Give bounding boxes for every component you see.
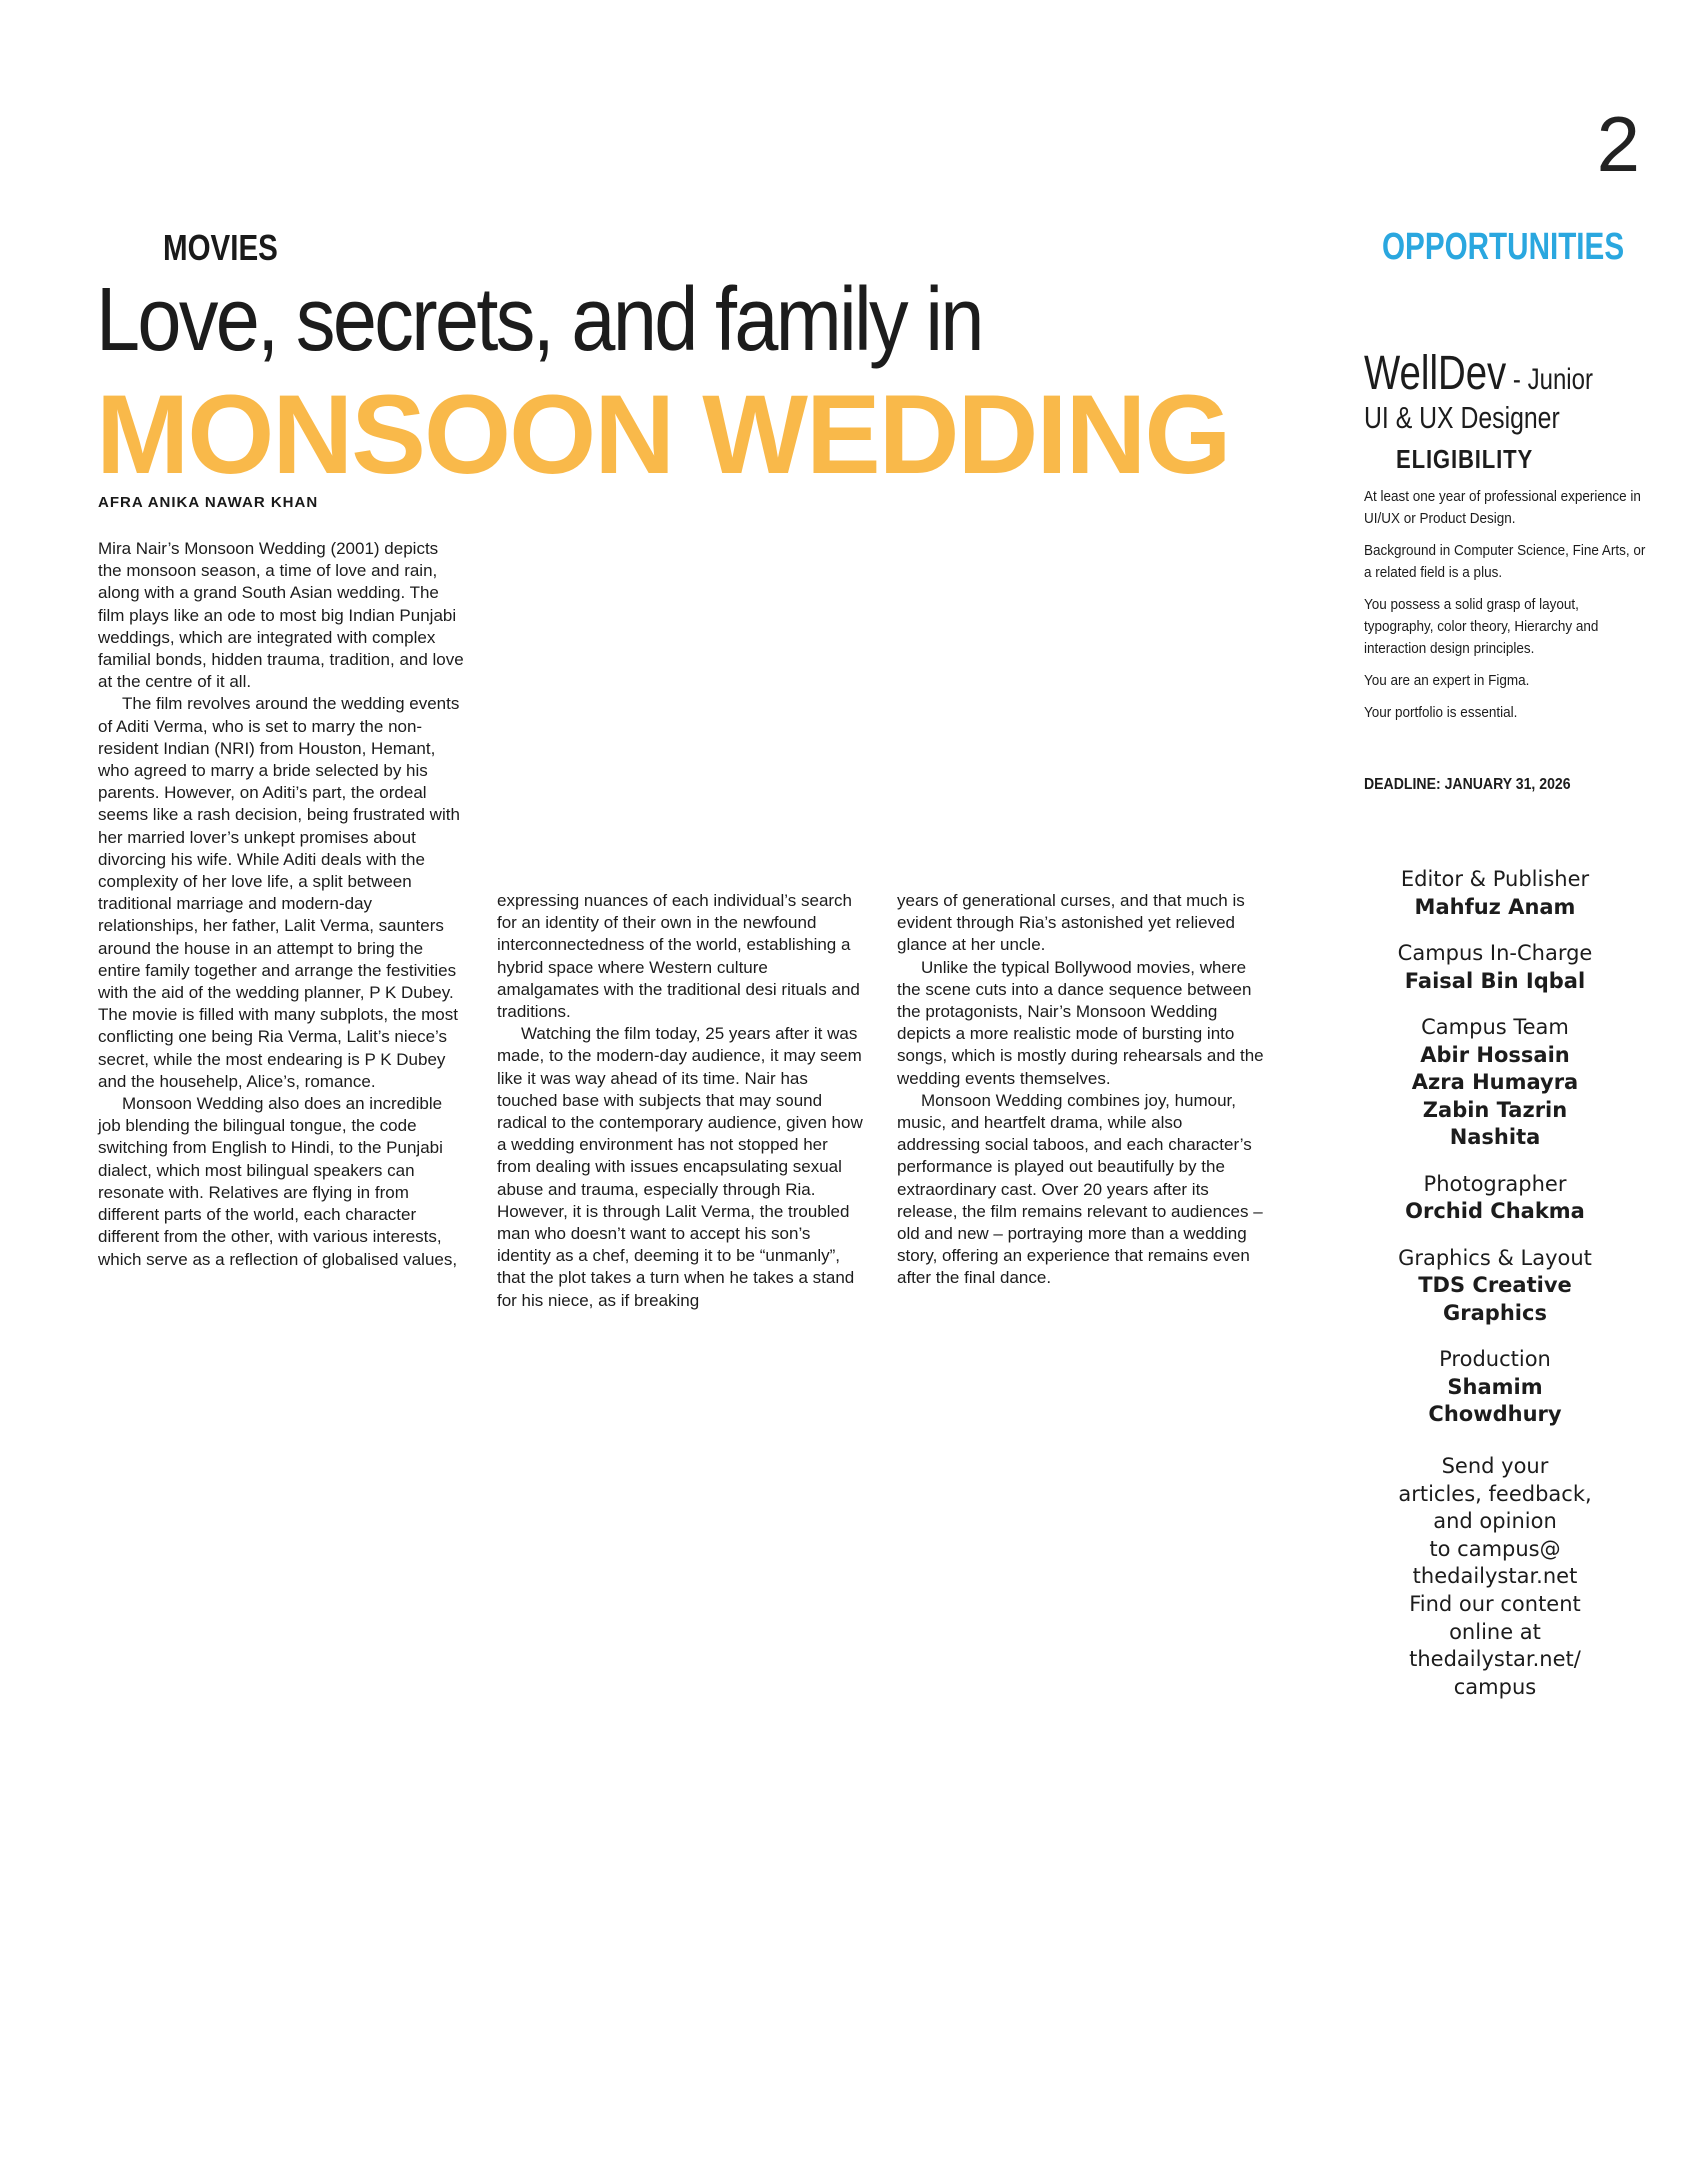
byline: AFRA ANIKA NAWAR KHAN: [98, 494, 319, 511]
eligibility-list: [1364, 486, 1654, 734]
article-paragraph: Monsoon Wedding also does an incredible job blending the bilingual tongue, the code switching from English to Hindi, to the Punjabi dialect, which most bilingual speakers can resonate with. Relatives are flying in from different parts of the world, each character different from the other, with various interests, which serve as a reflection of globalised values,: [98, 1094, 458, 1269]
page-number: 2: [1596, 100, 1640, 188]
masthead-role: Graphics & Layout: [1398, 1245, 1592, 1270]
masthead-group: [1380, 1014, 1610, 1152]
masthead-role: Campus Team: [1421, 1015, 1569, 1039]
eligibility-item: Your portfolio is essential.: [1364, 704, 1518, 721]
article-paragraph: The film revolves around the wedding events of Aditi Verma, who is set to marry the non-resident Indian (NRI) from Houston, Hemant, who agreed to marry a bride selected by his parents. However, on Aditi’s part, the ordeal seems like a rash decision, being frustrated with her married lover’s unkept promises about divorcing his wife. While Aditi deals with the complexity of her love life, a split between traditional marriage and modern-day relationships, her father, Lalit Verma, saunters around the house in an attempt to bring the entire family together and arrange the festivities with the aid of the wedding planner, P K Dubey. The movie is filled with many subplots, the most conflicting one being Ria Verma, Lalit’s niece’s secret, while the most endearing is P K Dubey and the househelp, Alice’s, romance.: [98, 694, 460, 1091]
masthead-name: Graphics: [1443, 1300, 1547, 1325]
contact-line: and opinion: [1433, 1509, 1557, 1534]
contact-line: thedailystar.net/: [1409, 1647, 1581, 1672]
masthead-role: Photographer: [1423, 1171, 1567, 1196]
masthead-role: Campus In-Charge: [1397, 941, 1593, 965]
masthead: [1380, 866, 1610, 1448]
company-name: WellDev: [1364, 347, 1507, 400]
contact-line: campus: [1453, 1674, 1537, 1699]
masthead-name: Faisal Bin Iqbal: [1404, 968, 1586, 993]
job-title: UI & UX Designer: [1364, 400, 1560, 435]
company-suffix: - Junior: [1506, 363, 1593, 396]
masthead-group: [1380, 1346, 1610, 1429]
article-paragraph: Watching the film today, 25 years after it was made, to the modern-day audience, it may seem like it was way ahead of its time. Nair has touched base with subjects that may sound radical to the contemporary audience, given how a wedding environment has not stopped her from dealing with issues encapsulating sexual abuse and trauma, especially through Ria. However, it is through Lalit Verma, the troubled man who doesn’t want to accept his son’s identity as a chef, deeming it to be “unmanly”, that the plot takes a turn when he takes a stand for his niece, as if breaking: [497, 1024, 863, 1310]
masthead-name: Azra Humayra: [1411, 1070, 1579, 1094]
masthead-name: Abir Hossain: [1420, 1042, 1570, 1067]
contact-info: [1380, 1453, 1610, 1701]
headline-line2: MONSOON WEDDING: [96, 372, 1230, 497]
masthead-role: Production: [1439, 1347, 1551, 1371]
masthead-group: [1380, 1245, 1610, 1328]
masthead-name: TDS Creative: [1418, 1273, 1572, 1297]
deadline: DEADLINE: JANUARY 31, 2026: [1364, 776, 1571, 793]
masthead-group: [1380, 1171, 1610, 1226]
section-label: MOVIES: [163, 227, 278, 268]
article-paragraph: years of generational curses, and that much is evident through Ria’s astonished yet relieved glance at her uncle.: [897, 891, 1245, 955]
job-company: [1364, 348, 1593, 406]
opportunities-label: OPPORTUNITIES: [1382, 226, 1625, 268]
article-paragraph: Monsoon Wedding combines joy, humour, music, and heartfelt drama, while also addressing social taboos, and each character’s performance is played out beautifully by the extraordinary cast. Over 20 years after its release, the film remains relevant to audiences – old and new – portraying more than a wedding story, offering an experience that remains even after the final dance.: [897, 1090, 1263, 1288]
masthead-group: [1380, 866, 1610, 921]
masthead-group: [1380, 940, 1610, 995]
eligibility-item: You are an expert in Figma.: [1364, 672, 1530, 689]
contact-line: Find our content: [1409, 1591, 1581, 1616]
eligibility-item: Background in Computer Science, Fine Arts, or a related field is a plus.: [1364, 542, 1646, 581]
masthead-role: Editor & Publisher: [1400, 867, 1590, 891]
article-column-2: [497, 890, 865, 1312]
contact-line: articles, feedback,: [1398, 1481, 1592, 1506]
masthead-name: Mahfuz Anam: [1414, 894, 1576, 919]
masthead-name: Nashita: [1449, 1125, 1541, 1149]
eligibility-item: You possess a solid grasp of layout, typography, color theory, Hierarchy and interaction design principles.: [1364, 596, 1599, 657]
contact-line: to campus@: [1429, 1536, 1561, 1561]
article-paragraph: expressing nuances of each individual’s search for an identity of their own in the newfound interconnectedness of the world, establishing a hybrid space where Western culture amalgamates with the traditional desi rituals and traditions.: [497, 891, 860, 1022]
masthead-name: Zabin Tazrin: [1422, 1097, 1568, 1122]
eligibility-heading: ELIGIBILITY: [1396, 444, 1534, 474]
article-paragraph: Mira Nair’s Monsoon Wedding (2001) depicts the monsoon season, a time of love and rain, along with a grand South Asian wedding. The film plays like an ode to most big Indian Punjabi weddings, which are integrated with complex familial bonds, hidden trauma, tradition, and love at the centre of it all.: [98, 539, 464, 692]
article-column-1: [98, 538, 466, 1271]
article-paragraph: Unlike the typical Bollywood movies, where the scene cuts into a dance sequence between the protagonists, Nair’s Monsoon Wedding depicts a more realistic mode of bursting into songs, which is mostly during rehearsals and the wedding events themselves.: [897, 957, 1264, 1088]
headline-line1: Love, secrets, and family in: [96, 270, 982, 370]
contact-line: Send your: [1441, 1454, 1549, 1478]
masthead-name: Shamim: [1447, 1374, 1543, 1399]
contact-line: thedailystar.net: [1412, 1564, 1578, 1589]
contact-line: online at: [1449, 1619, 1541, 1644]
masthead-name: Chowdhury: [1428, 1402, 1562, 1426]
eligibility-item: At least one year of professional experience in UI/UX or Product Design.: [1364, 488, 1641, 527]
masthead-name: Orchid Chakma: [1405, 1199, 1585, 1223]
article-column-3: [897, 890, 1265, 1290]
